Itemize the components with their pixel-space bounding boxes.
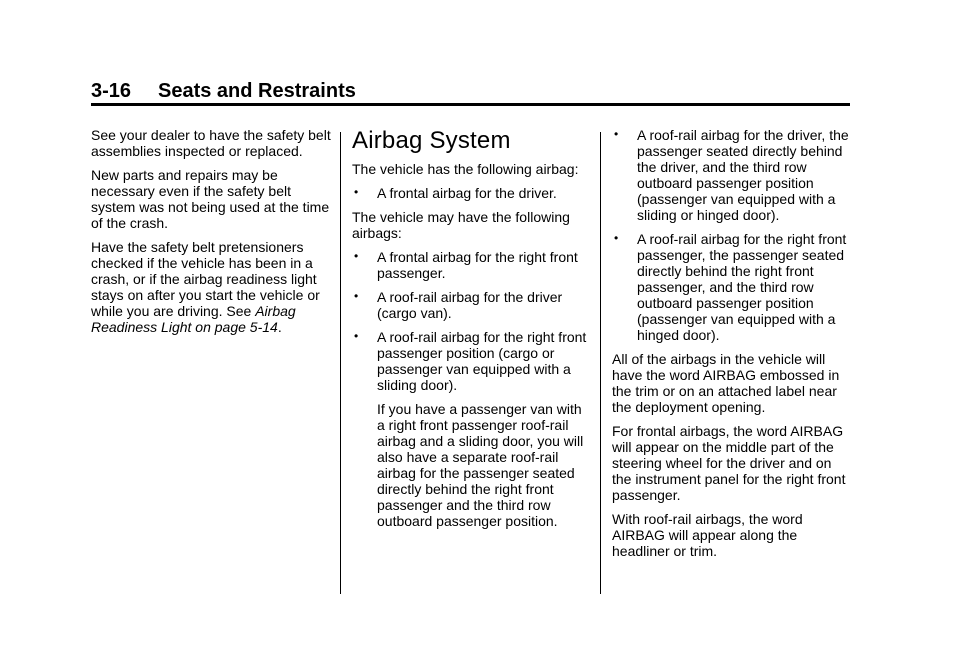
list-item	[352, 249, 592, 281]
bullet-icon: •	[354, 185, 359, 199]
bullet-list	[352, 249, 592, 393]
list-item	[352, 289, 592, 321]
bullet-list	[352, 185, 592, 201]
list-item	[612, 127, 852, 223]
column-divider-1	[340, 132, 341, 594]
paragraph: The vehicle may have the following airbags:	[352, 209, 570, 241]
bullet-list	[612, 127, 852, 343]
indented-note: If you have a passenger van with a right front passenger roof-rail airbag and a sliding door, you will also have a separate roof-rail airbag for the passenger seated directly behind the right front passenger and the third row outboard passenger position.	[377, 401, 584, 529]
column-2	[352, 127, 592, 537]
bullet-icon: •	[614, 127, 619, 141]
bullet-icon: •	[614, 231, 619, 245]
paragraph	[91, 239, 333, 335]
header-rule	[91, 103, 850, 106]
list-item-text: A roof-rail airbag for the right front passenger, the passenger seated directly behind the right front passenger, and the third row outboard passenger position (passenger van equipped with a hinged door).	[637, 231, 847, 343]
list-item	[612, 231, 852, 343]
bullet-icon: •	[354, 289, 359, 303]
section-title: Seats and Restraints	[158, 80, 356, 102]
column-3	[612, 127, 852, 567]
paragraph-end: .	[277, 319, 282, 335]
section-heading: Airbag System	[352, 127, 511, 154]
paragraph: For frontal airbags, the word AIRBAG will appear on the middle part of the steering wheel for the driver and on the instrument panel for the right front passenger.	[612, 423, 846, 503]
paragraph: See your dealer to have the safety belt assemblies inspected or replaced.	[91, 127, 331, 159]
list-item	[352, 185, 592, 201]
cross-reference-link[interactable]: Airbag Readiness Light on page 5-14	[91, 303, 296, 335]
paragraph-text: Have the safety belt pretensioners checked if the vehicle has been in a crash, or if the airbag readiness light stays on after you start the vehicle or while you are driving. See	[91, 239, 320, 319]
bullet-icon: •	[354, 329, 359, 343]
paragraph: The vehicle has the following airbag:	[352, 161, 579, 177]
column-divider-2	[600, 132, 601, 594]
bullet-icon: •	[354, 249, 359, 263]
paragraph: With roof-rail airbags, the word AIRBAG will appear along the headliner or trim.	[612, 511, 803, 559]
column-1	[91, 127, 333, 343]
list-item-text: A frontal airbag for the right front passenger.	[377, 249, 578, 281]
list-item	[352, 329, 592, 393]
list-item-text: A roof-rail airbag for the driver (cargo van).	[377, 289, 563, 321]
list-item-text: A roof-rail airbag for the driver, the passenger seated directly behind the driver, and the third row outboard passenger position (passenger van equipped with a sliding or hinged door).	[637, 127, 849, 223]
list-item-text: A roof-rail airbag for the right front passenger position (cargo or passenger van equipped with a sliding door).	[377, 329, 587, 393]
page-number: 3-16	[91, 80, 132, 102]
list-item-text: A frontal airbag for the driver.	[377, 185, 557, 201]
paragraph: All of the airbags in the vehicle will have the word AIRBAG embossed in the trim or on an attached label near the deployment opening.	[612, 351, 840, 415]
paragraph: New parts and repairs may be necessary even if the safety belt system was not being used at the time of the crash.	[91, 167, 330, 231]
